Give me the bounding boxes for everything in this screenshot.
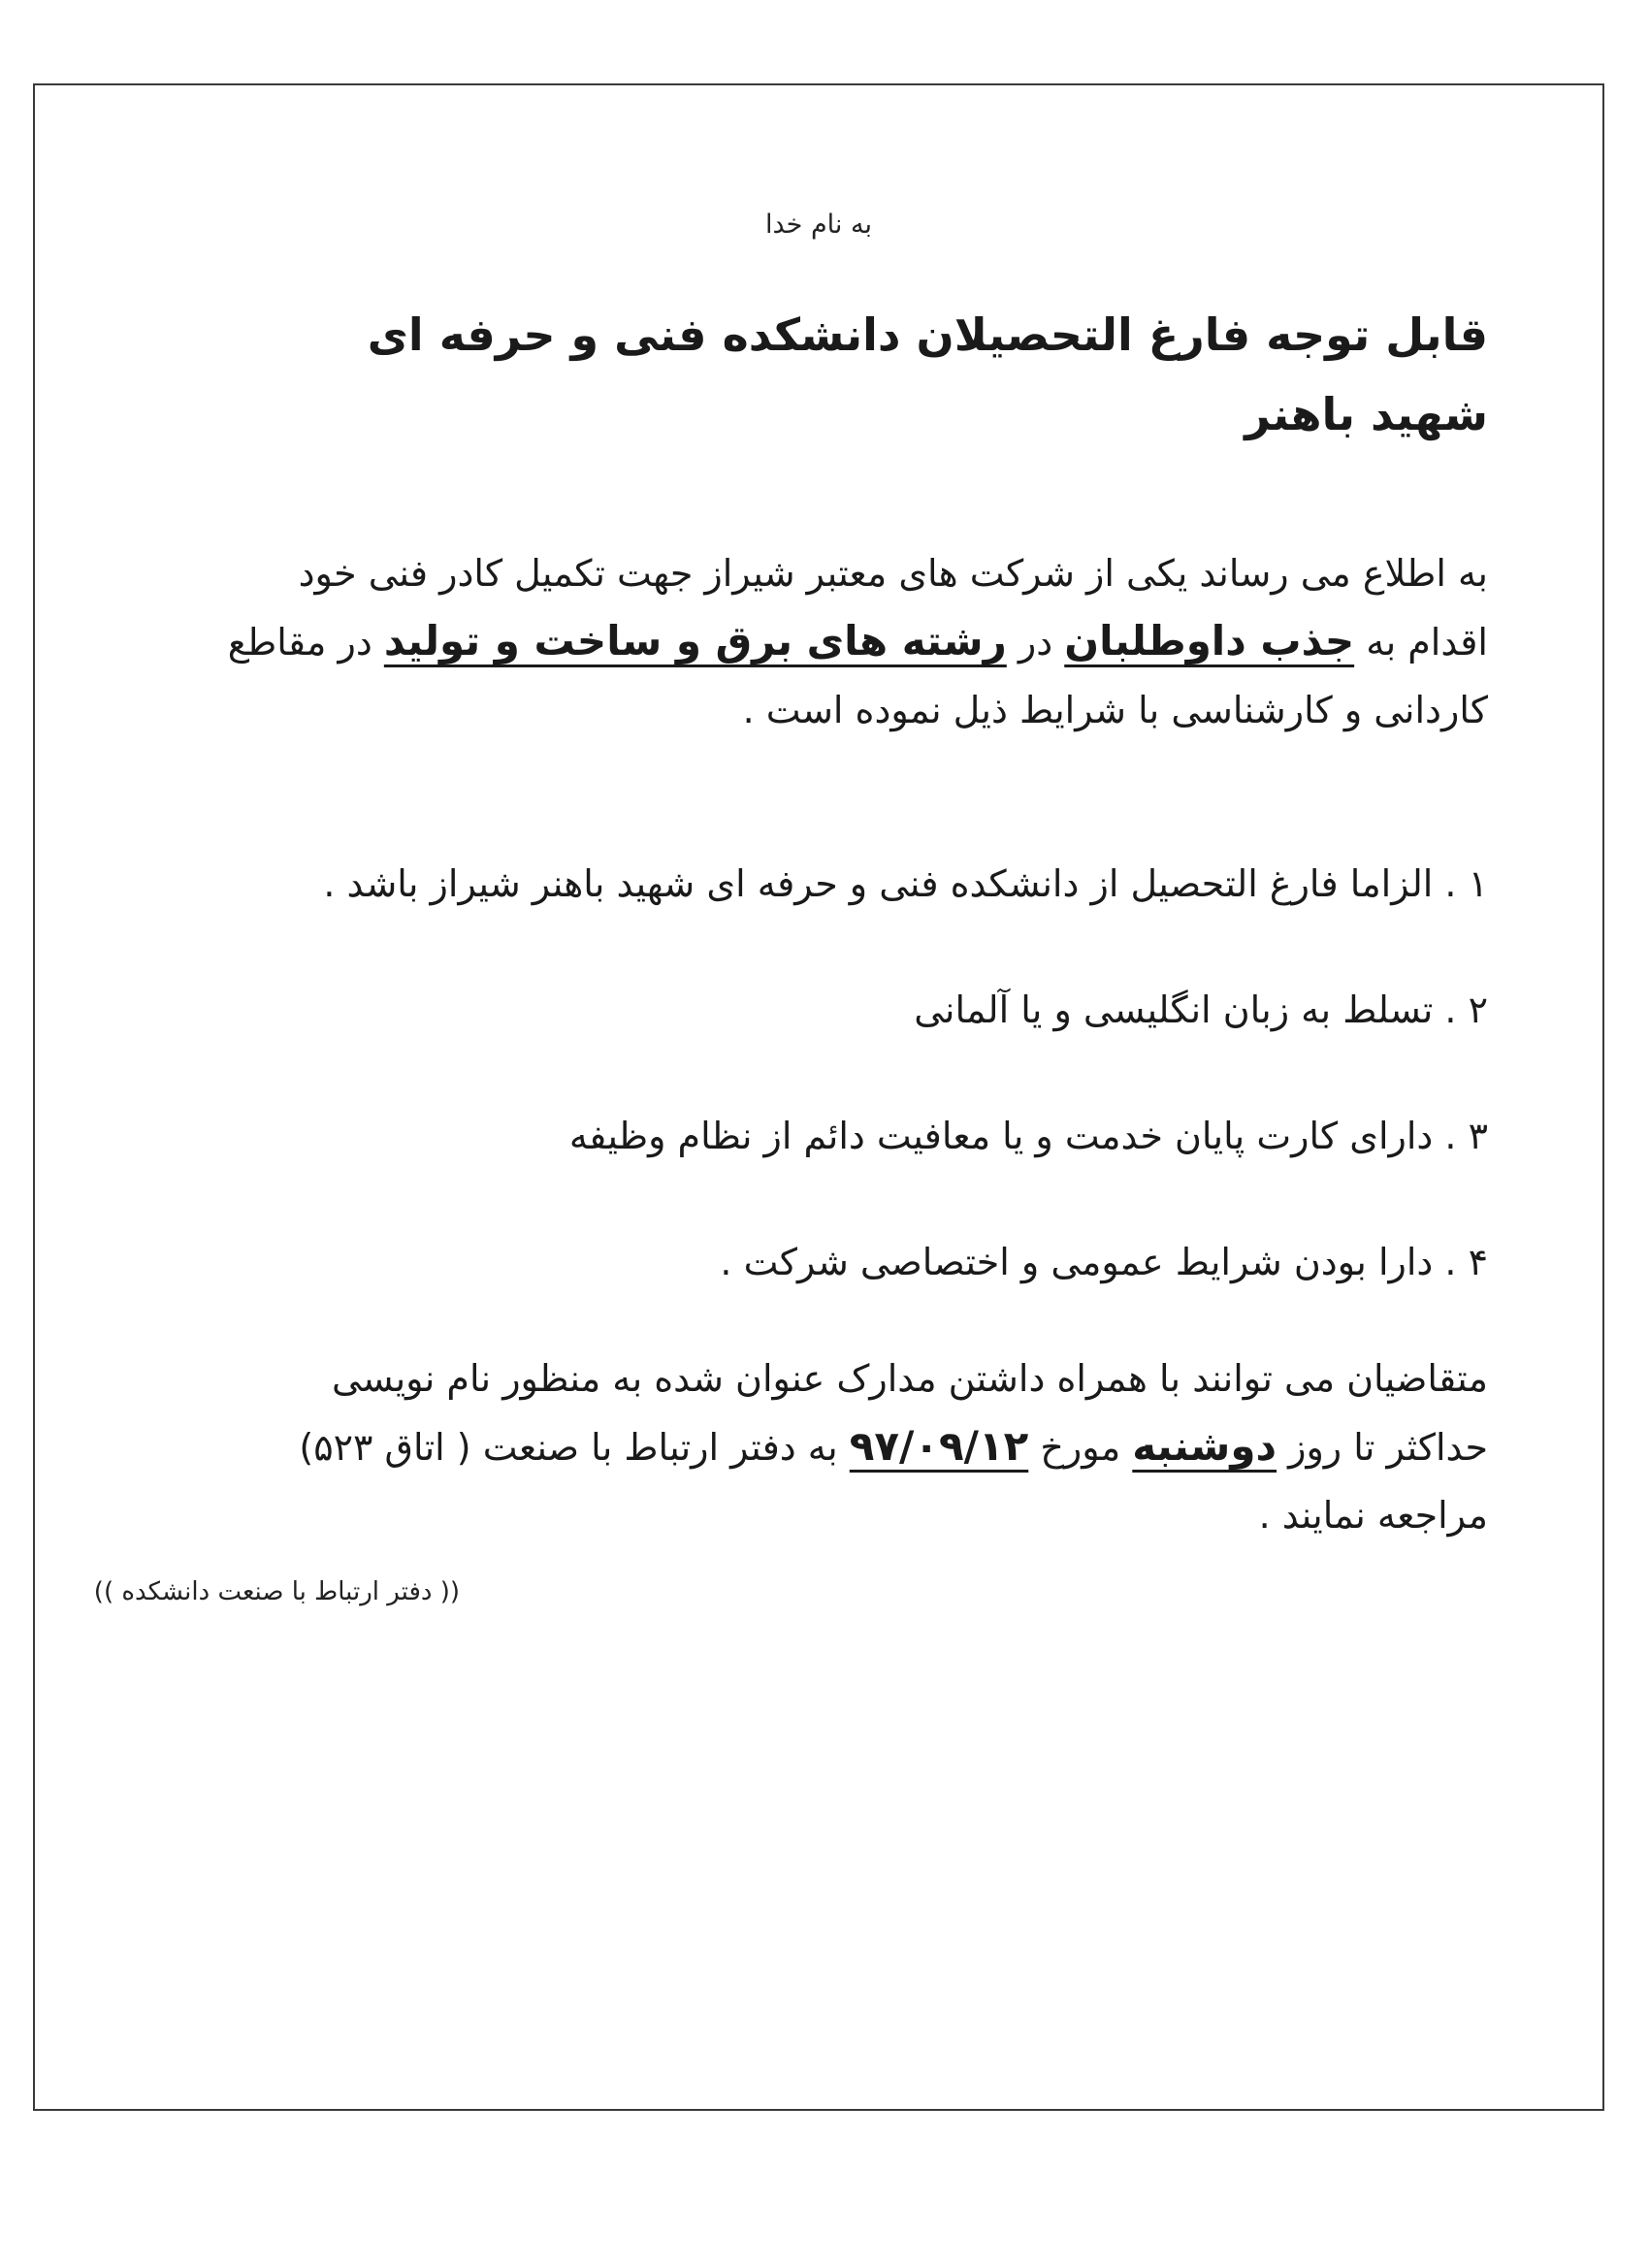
- closing-emphasis-date: ۹۷/۰۹/۱۲: [849, 1422, 1029, 1470]
- intro-paragraph: [227, 539, 1488, 744]
- closing-emphasis-day: دوشنبه: [1132, 1422, 1277, 1470]
- intro-text-2: در: [1006, 621, 1065, 664]
- requirement-item: ۲ . تسلط به زبان انگلیسی و یا آلمانی: [914, 988, 1488, 1031]
- closing-text-3: به دفتر ارتباط با صنعت ( اتاق ۵۲۳) مراجعه نمایند .: [299, 1426, 1488, 1537]
- requirement-item: ۳ . دارای کارت پایان خدمت و یا معافیت دائم از نظام وظیفه: [568, 1115, 1488, 1157]
- requirement-item: ۴ . دارا بودن شرایط عمومی و اختصاصی شرکت .: [720, 1241, 1488, 1283]
- intro-emphasis-recruit: جذب داوطلبان: [1064, 617, 1355, 664]
- closing-text-2: مورخ: [1028, 1426, 1133, 1469]
- intro-text-3: در مقاطع کاردانی و کارشناسی با شرایط ذیل نموده است .: [227, 621, 1488, 731]
- intro-emphasis-fields: رشته های برق و ساخت و تولید: [383, 617, 1007, 664]
- office-signature: (( دفتر ارتباط با صنعت دانشکده )): [93, 1577, 460, 1606]
- announcement-document: [33, 83, 1604, 2111]
- basmala-header: به نام خدا: [765, 210, 872, 240]
- closing-paragraph: [227, 1345, 1488, 1549]
- closing-text-1: متقاضیان می توانند با همراه داشتن مدارک عنوان شده به منظور نام نویسی حداکثر تا روز: [332, 1357, 1488, 1469]
- announcement-title: قابل توجه فارغ التحصیلان دانشکده فنی و حرفه ای شهید باهنر: [367, 308, 1488, 440]
- intro-text-1: به اطلاع می رساند یکی از شرکت های معتبر شیراز جهت تکمیل کادر فنی خود اقدام به: [298, 552, 1488, 664]
- requirement-item: ۱ . الزاما فارغ التحصیل از دانشکده فنی و حرفه ای شهید باهنر شیراز باشد .: [323, 862, 1488, 905]
